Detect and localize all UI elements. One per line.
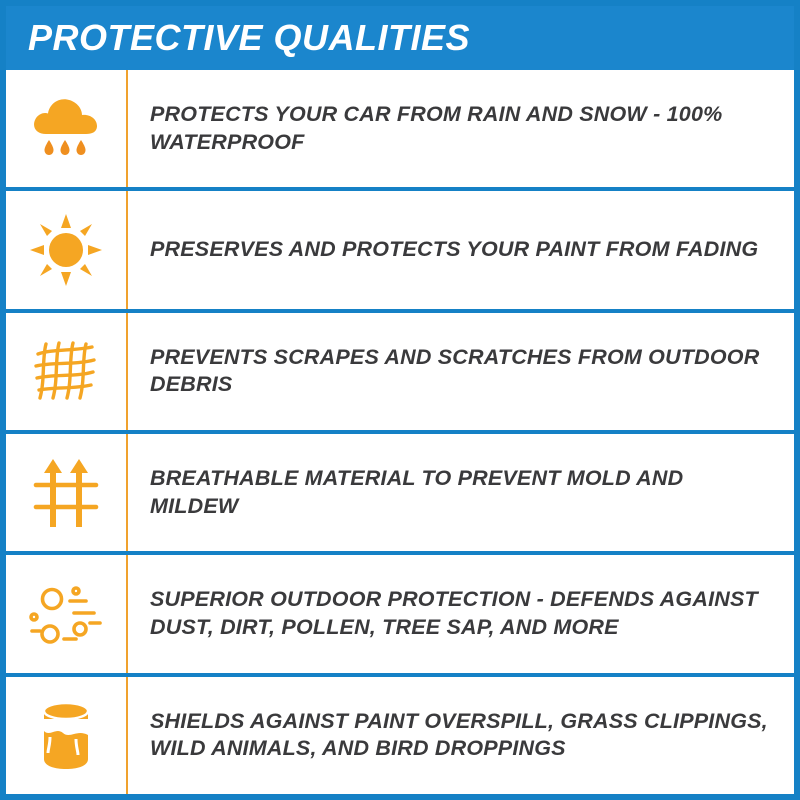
icon-cell xyxy=(6,313,128,430)
scratch-mesh-icon xyxy=(30,338,102,404)
icon-cell xyxy=(6,555,128,672)
icon-cell xyxy=(6,677,128,794)
breathable-arrows-icon xyxy=(30,455,102,531)
icon-cell xyxy=(6,434,128,551)
text-cell xyxy=(128,70,794,187)
header-bar xyxy=(6,6,794,70)
text-cell xyxy=(128,313,794,430)
feature-list xyxy=(6,70,794,794)
sun-icon xyxy=(26,210,106,290)
list-item xyxy=(6,434,794,555)
text-cell xyxy=(128,555,794,672)
rain-cloud-icon xyxy=(29,94,103,164)
text-cell xyxy=(128,434,794,551)
text-cell xyxy=(128,191,794,308)
feature-text: SUPERIOR OUTDOOR PROTECTION - DEFENDS AGAINST DUST, DIRT, POLLEN, TREE SAP, AND MORE xyxy=(150,587,758,639)
text-cell xyxy=(128,677,794,794)
dust-particles-icon xyxy=(24,577,108,651)
feature-text: PREVENTS SCRAPES AND SCRATCHES FROM OUTDOOR DEBRIS xyxy=(150,344,760,397)
paint-can-icon xyxy=(30,697,102,773)
list-item xyxy=(6,70,794,191)
feature-text: BREATHABLE MATERIAL TO PREVENT MOLD AND MILDEW xyxy=(150,466,684,518)
list-item xyxy=(6,313,794,434)
list-item xyxy=(6,677,794,794)
list-item xyxy=(6,191,794,312)
page-title: PROTECTIVE QUALITIES xyxy=(28,17,471,58)
icon-cell xyxy=(6,191,128,308)
list-item xyxy=(6,555,794,676)
feature-text: PROTECTS YOUR CAR FROM RAIN AND SNOW - 100% WATERPROOF xyxy=(150,102,723,154)
feature-text: PRESERVES AND PROTECTS YOUR PAINT FROM FADING xyxy=(150,237,759,262)
feature-text: SHIELDS AGAINST PAINT OVERSPILL, GRASS CLIPPINGS, WILD ANIMALS, AND BIRD DROPPINGS xyxy=(150,708,768,761)
icon-cell xyxy=(6,70,128,187)
